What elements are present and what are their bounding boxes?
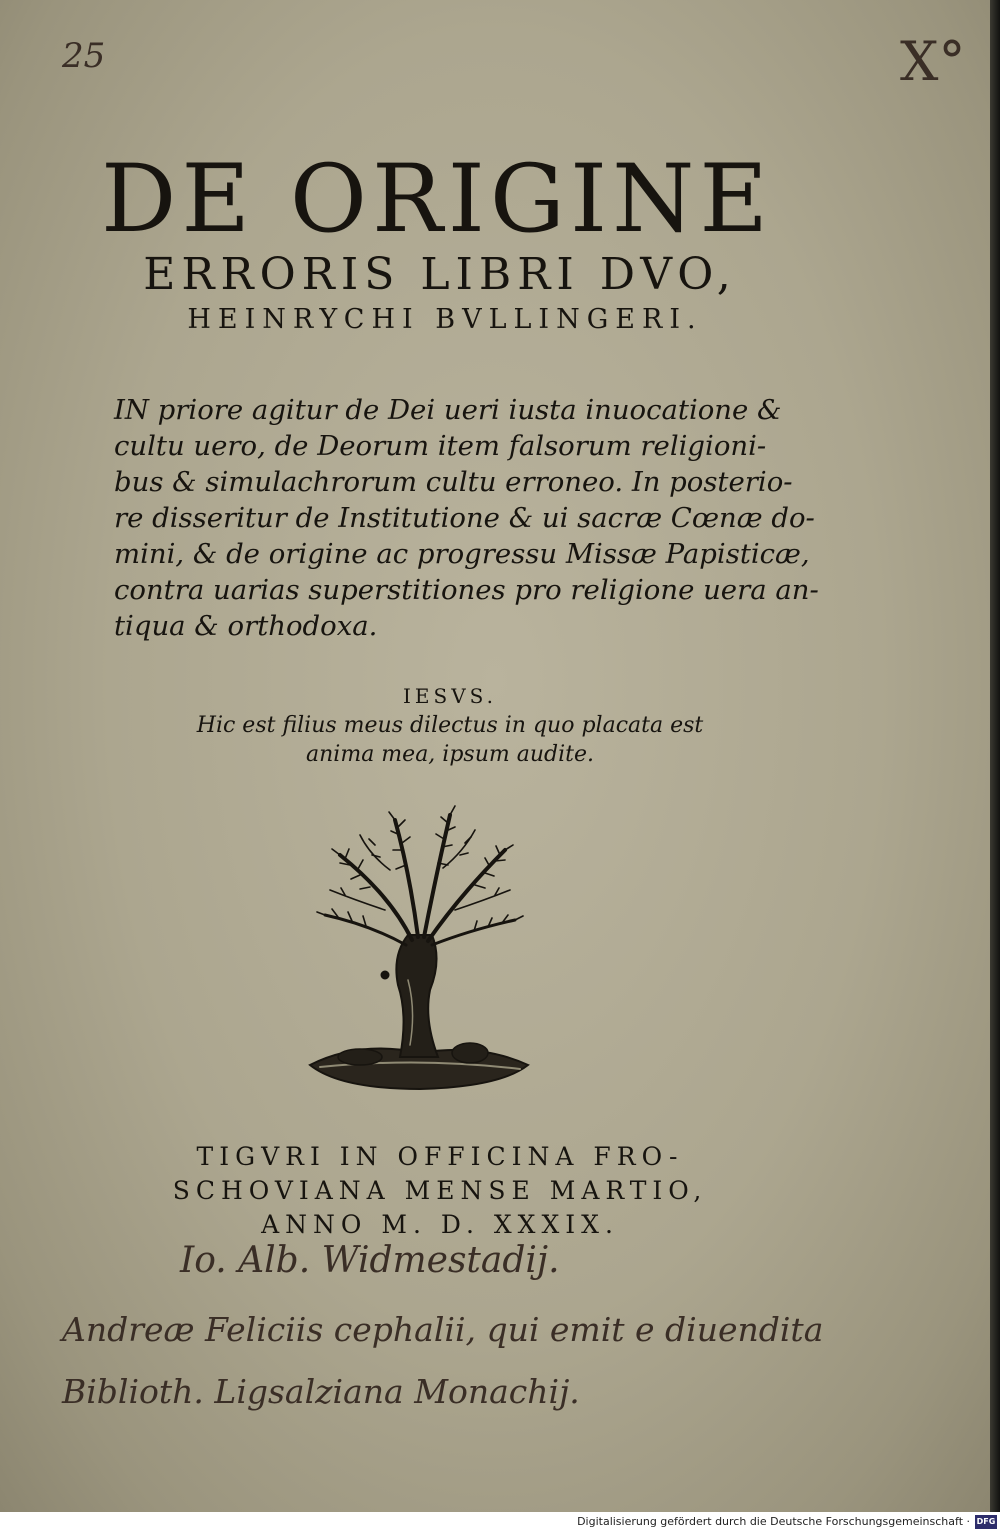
imprint-line: SCHOVIANA MENSE MARTIO, [172,1176,708,1205]
margin-note-right: X° [900,30,966,93]
dfg-logo-icon: DFG [975,1515,997,1529]
description-line: mini, & de origine ac progressu Missæ Papisticæ, [114,538,810,570]
imprint-line: ANNO M. D. XXXIX. [261,1210,619,1239]
imprint-block [100,1140,780,1242]
motto-name: IESVS. [403,684,497,708]
description-line: tiqua & orthodoxa. [114,610,378,642]
description-line: cultu uero, de Deorum item falsorum religioni- [114,430,767,462]
author-name: HEINRYCHI BVLLINGERI. [187,304,703,335]
motto-line: Hic est filius meus dilectus in quo placata est [196,713,704,738]
motto-block [140,682,760,769]
description-line: re disseritur de Institutione & ui sacræ Cœnæ do- [114,502,815,534]
description-block [114,392,819,644]
scan-edge [990,0,1000,1512]
description-line: IN priore agitur de Dei ueri iusta inuocatione & [114,394,782,426]
title-subtitle: ERRORIS LIBRI DVO, [143,249,737,300]
digitization-footer [0,1512,1000,1532]
imprint-line: TIGVRI IN OFFICINA FRO- [196,1142,684,1171]
title-main: DE ORIGINE [101,145,773,254]
description-line: contra uarias superstitiones pro religione uera an- [114,574,819,606]
motto-line: anima mea, ipsum audite. [306,742,594,767]
handwritten-provenance-line: Biblioth. Ligsalziana Monachij. [62,1372,580,1411]
margin-note-left: 25 [62,36,106,76]
handwritten-owner-note: Io. Alb. Widmestadij. [180,1240,560,1281]
handwritten-provenance-line: Andreæ Feliciis cephalii, qui emit e diuendita [62,1310,824,1349]
tree-woodcut-icon [300,795,540,1105]
footer-credit: Digitalisierung gefördert durch die Deutsche Forschungsgemeinschaft · [577,1515,970,1528]
description-line: bus & simulachrorum cultu erroneo. In posterio- [114,466,793,498]
